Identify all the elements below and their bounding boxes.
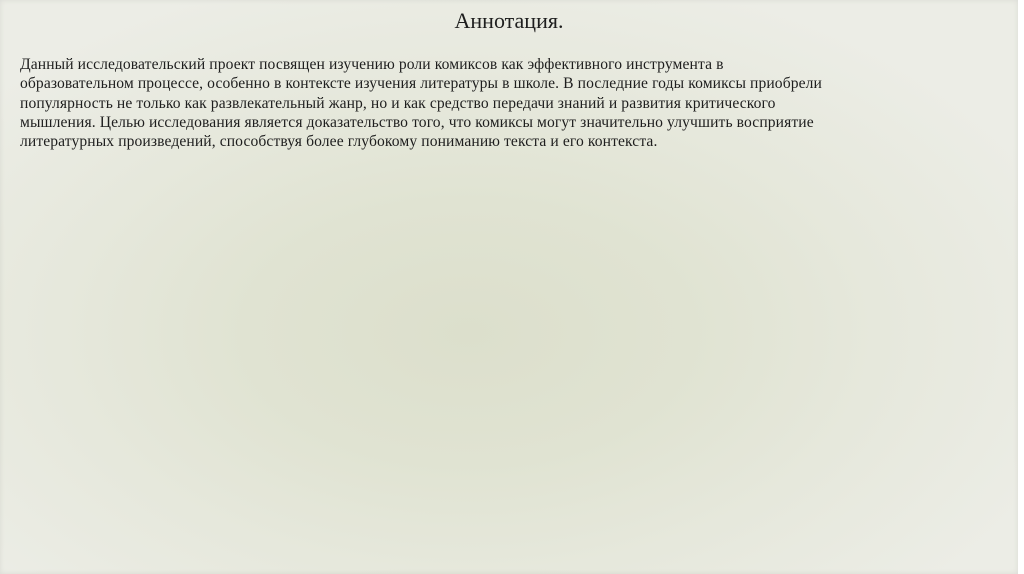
slide-title: Аннотация. [454, 8, 564, 33]
page-edge [1018, 0, 1024, 574]
annotation-paragraph: Данный исследовательский проект посвящен изучению роли комиксов как эффективного инструмента в образовательном процессе, особенно в контексте изучения литературы в школе. В последние годы комиксы приобрели популярность не только как развлекательный жанр, но и как средство передачи знаний и развития критического мышления. Целью исследования является доказательство того, что комиксы могут значительно улучшить восприятие литературных произведений, способствуя более глубокому пониманию текста и его контекста. [20, 56, 822, 151]
